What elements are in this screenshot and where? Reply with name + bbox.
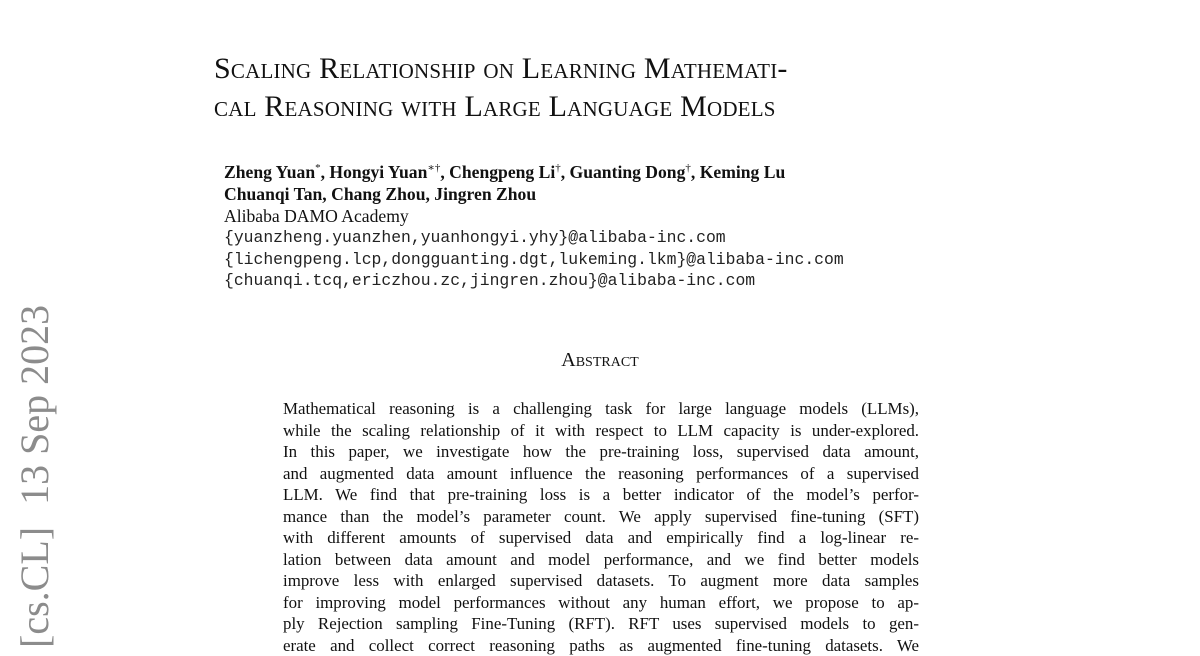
abstract-line: lation between data amount and model performance, and we find better models (283, 549, 919, 571)
author-list-line-1: Zheng Yuan*, Hongyi Yuan∗†, Chengpeng Li†, Guanting Dong†, Keming Lu (224, 161, 1044, 183)
arxiv-side-stamp (8, 308, 62, 648)
arxiv-category: [cs.CL] (8, 527, 62, 648)
author-name: Chengpeng Li (449, 162, 555, 182)
abstract-line: LLM. We find that pre-training loss is a better indicator of the model’s perfor- (283, 484, 919, 506)
email-line-2: {lichengpeng.lcp,dongguanting.dgt,lukeming.lkm}@alibaba-inc.com (224, 249, 1044, 271)
author-block (224, 161, 1044, 292)
email-line-1: {yuanzheng.yuanzhen,yuanhongyi.yhy}@alibaba-inc.com (224, 227, 1044, 249)
arxiv-date: 13 Sep 2023 (8, 305, 62, 505)
author-name: Guanting Dong (570, 162, 686, 182)
author-name: Hongyi Yuan (329, 162, 427, 182)
abstract-line: mance than the model’s parameter count. We apply supervised fine-tuning (SFT) (283, 506, 919, 528)
abstract-line: for improving model performances without any human effort, we propose to ap- (283, 592, 919, 614)
author-mark: † (685, 162, 691, 174)
abstract-line: and augmented data amount influence the reasoning performances of a supervised (283, 463, 919, 485)
abstract-line: while the scaling relationship of it with respect to LLM capacity is under-explored. (283, 420, 919, 442)
abstract-body (283, 398, 919, 656)
author-mark: * (315, 162, 321, 174)
abstract-heading: Abstract (400, 348, 800, 372)
author-name: Zheng Yuan (224, 162, 315, 182)
abstract-line: erate and collect correct reasoning paths as augmented fine-tuning datasets. We (283, 635, 919, 656)
author-mark: † (555, 162, 561, 174)
affiliation: Alibaba DAMO Academy (224, 205, 1044, 227)
email-line-3: {chuanqi.tcq,ericzhou.zc,jingren.zhou}@alibaba-inc.com (224, 270, 1044, 292)
abstract-line: In this paper, we investigate how the pre-training loss, supervised data amount, (283, 441, 919, 463)
author-name: Keming Lu (700, 162, 786, 182)
paper-title (214, 50, 1014, 126)
author-list-line-2: Chuanqi Tan, Chang Zhou, Jingren Zhou (224, 183, 1044, 205)
abstract-line: Mathematical reasoning is a challenging task for large language models (LLMs), (283, 398, 919, 420)
title-line-1: Scaling Relationship on Learning Mathemati- (214, 50, 1014, 88)
title-line-2: cal Reasoning with Large Language Models (214, 88, 1014, 126)
abstract-line: with different amounts of supervised data and empirically find a log-linear re- (283, 527, 919, 549)
abstract-line: improve less with enlarged supervised datasets. To augment more data samples (283, 570, 919, 592)
abstract-line: ply Rejection sampling Fine-Tuning (RFT). RFT uses supervised models to gen- (283, 613, 919, 635)
author-mark: ∗† (427, 162, 440, 174)
